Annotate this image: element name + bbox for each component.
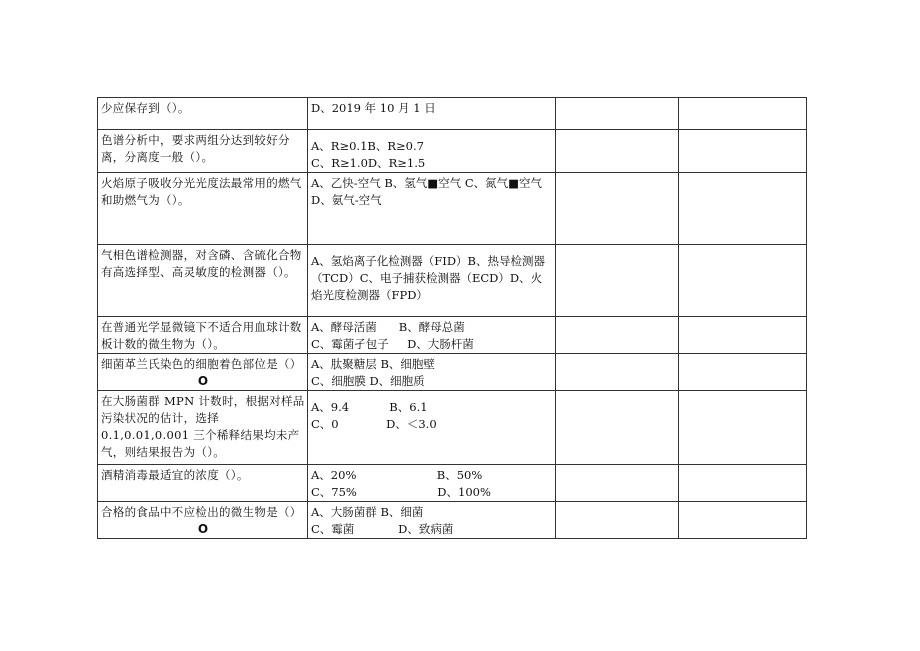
option-line: C、细胞膜 D、细胞质	[311, 374, 425, 388]
options-cell	[308, 98, 556, 130]
option-line: （TCD）C、电子捕获检测器（ECD）D、火	[311, 271, 543, 285]
question-text: 在大肠菌群 MPN 计数时，根据对样品污染状况的估计，选择 0.1,0.01,0.001 三个稀释结果均未产气，则结果报告为（）。	[101, 394, 305, 459]
question-cell	[98, 173, 308, 245]
option-line: A、大肠菌群 B、细菌	[311, 505, 424, 519]
question-row	[98, 317, 807, 354]
answer-cell	[556, 98, 679, 130]
question-cell	[98, 465, 308, 502]
question-text: 火焰原子吸收分光光度法最常用的燃气和助燃气为（）。	[101, 176, 302, 207]
notes-cell	[679, 354, 807, 391]
notes-cell	[679, 173, 807, 245]
option-line: A、氢焰离子化检测器（FID）B、热导检测器	[311, 254, 545, 268]
answer-cell	[556, 354, 679, 391]
answer-cell	[556, 130, 679, 173]
question-cell	[98, 317, 308, 354]
question-row	[98, 245, 807, 317]
options-cell	[308, 245, 556, 317]
notes-cell	[679, 130, 807, 173]
question-row	[98, 465, 807, 502]
question-row	[98, 354, 807, 391]
question-text: 色谱分析中，要求两组分达到较好分离，分离度一般（）。	[101, 133, 290, 164]
question-text: 气相色谱检测器，对含磷、含硫化合物有高选择型、高灵敏度的检测器（）。	[101, 248, 302, 279]
option-line: A、肽聚糖层 B、细胞壁	[311, 357, 435, 371]
options-cell	[308, 317, 556, 354]
option-line: A、9.4 B、6.1	[311, 400, 428, 414]
option-line: C、霉菌 D、致病菌	[311, 522, 454, 536]
answer-cell	[556, 173, 679, 245]
notes-cell	[679, 502, 807, 539]
options-cell	[308, 391, 556, 465]
notes-cell	[679, 317, 807, 354]
notes-cell	[679, 465, 807, 502]
question-cell	[98, 502, 308, 539]
answer-cell	[556, 317, 679, 354]
option-line: A、20% B、50%	[311, 468, 483, 482]
question-row	[98, 391, 807, 465]
question-row	[98, 502, 807, 539]
option-line: A、R≥0.1B、R≥0.7	[311, 139, 424, 153]
option-line: A、酵母活菌 B、酵母总菌	[311, 320, 465, 334]
question-row	[98, 173, 807, 245]
question-text: 少应保存到（）。	[101, 101, 190, 115]
question-cell	[98, 130, 308, 173]
question-tail-text: O	[197, 522, 209, 536]
notes-cell	[679, 245, 807, 317]
options-cell	[308, 354, 556, 391]
question-cell	[98, 98, 308, 130]
option-line: C、霉菌孑包子 D、大肠杆菌	[311, 337, 474, 351]
option-line: D、2019 年 10 月 1 日	[311, 101, 436, 115]
option-line: C、R≥1.0D、R≥1.5	[311, 156, 426, 170]
question-text: 合格的食品中不应检出的微生物是（）	[101, 505, 302, 519]
options-cell	[308, 465, 556, 502]
question-row	[98, 98, 807, 130]
option-line: A、乙快-空气 B、氢气■空气 C、氮气■空气	[311, 176, 542, 190]
question-cell	[98, 354, 308, 391]
question-cell	[98, 391, 308, 465]
notes-cell	[679, 391, 807, 465]
question-row	[98, 130, 807, 173]
options-cell	[308, 130, 556, 173]
answer-cell	[556, 502, 679, 539]
question-table	[97, 97, 807, 539]
question-tail-text: O	[197, 374, 209, 388]
notes-cell	[679, 98, 807, 130]
question-text: 酒精消毒最适宜的浓度（）。	[101, 468, 249, 482]
option-line: 焰光度检测器（FPD）	[311, 288, 428, 302]
options-cell	[308, 502, 556, 539]
options-cell	[308, 173, 556, 245]
option-line: C、75% D、100%	[311, 485, 491, 499]
option-line: C、0 D、＜3.0	[311, 417, 437, 431]
option-line: D、氨气-空气	[311, 193, 382, 207]
question-text: 细菌革兰氏染色的细胞着色部位是（）	[101, 357, 302, 371]
question-cell	[98, 245, 308, 317]
answer-cell	[556, 245, 679, 317]
answer-cell	[556, 465, 679, 502]
answer-cell	[556, 391, 679, 465]
question-text: 在普通光学显微镜下不适合用血球计数板计数的微生物为（）。	[101, 320, 302, 351]
